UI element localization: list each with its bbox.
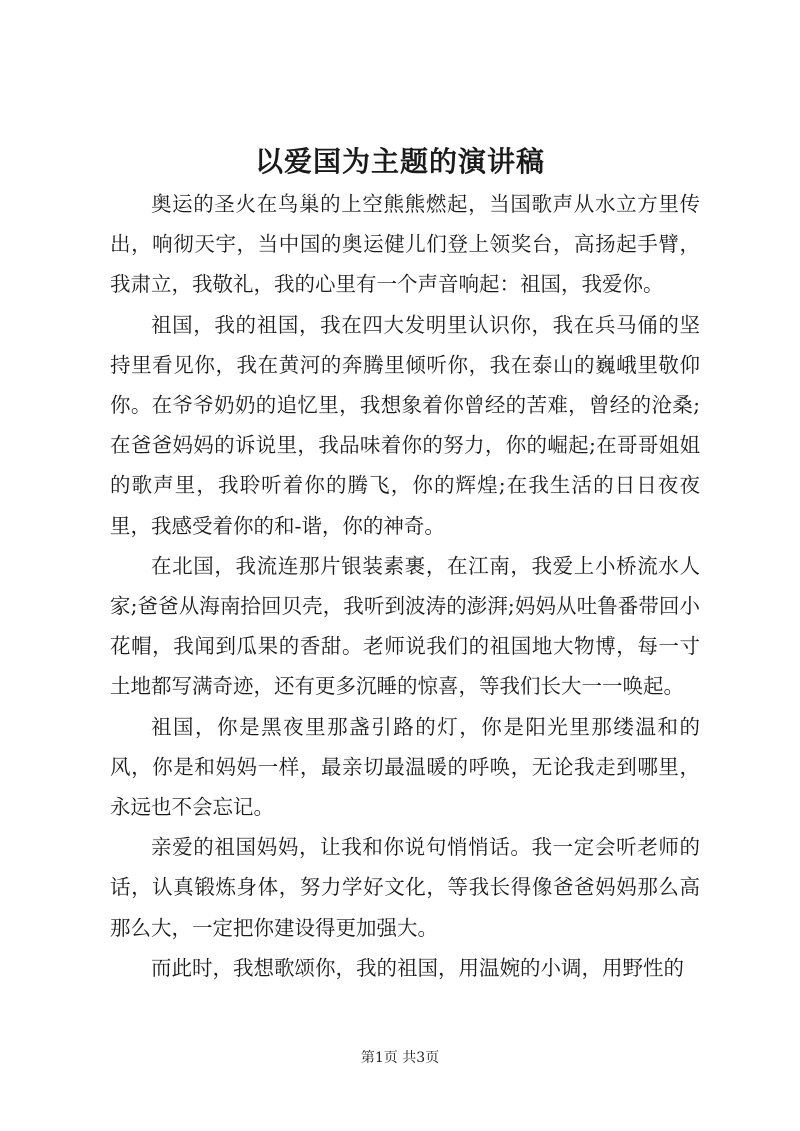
paragraph-1: 奥运的圣火在鸟巢的上空熊熊燃起，当国歌声从水立方里传出，响彻天宇，当中国的奥运健儿们登上领奖台，高扬起手臂，我肃立，我敬礼，我的心里有一个声音响起：祖国，我爱你。 (110, 192, 700, 297)
paragraph-5: 亲爱的祖国妈妈，让我和你说句悄悄话。我一定会听老师的话，认真锻炼身体，努力学好文化，等我长得像爸爸妈妈那么高那么大，一定把你建设得更加强大。 (110, 835, 700, 940)
page-number-indicator: 第1页 共3页 (360, 1050, 440, 1066)
page-footer (0, 1048, 800, 1068)
paragraph-6: 而此时，我想歌颂你，我的祖国，用温婉的小调，用野性的 (151, 955, 684, 980)
paragraph-3: 在北国，我流连那片银装素裹，在江南，我爱上小桥流水人家;爸爸从海南拾回贝壳，我听到波涛的澎湃;妈妈从吐鲁番带回小花帽，我闻到瓜果的香甜。老师说我们的祖国地大物博，每一寸土地都写满奇迹，还有更多沉睡的惊喜，等我们长大一一唤起。 (110, 553, 700, 699)
paragraph-4: 祖国，你是黑夜里那盏引路的灯，你是阳光里那缕温和的风，你是和妈妈一样，最亲切最温暖的呼唤，无论我走到哪里，永远也不会忘记。 (110, 714, 700, 820)
document-body (110, 184, 700, 988)
paragraph-2: 祖国，我的祖国，我在四大发明里认识你，我在兵马俑的坚持里看见你，我在黄河的奔腾里倾听你，我在泰山的巍峨里敬仰你。在爷爷奶奶的追忆里，我想象着你曾经的苦难，曾经的沧桑;在爸爸妈妈的诉说里，我品味着你的努力，你的崛起;在哥哥姐姐的歌声里，我聆听着你的腾飞，你的辉煌;在我生活的日日夜夜里，我感受着你的和-谐，你的神奇。 (110, 312, 700, 538)
document-title: 以爱国为主题的演讲稿 (254, 145, 545, 178)
